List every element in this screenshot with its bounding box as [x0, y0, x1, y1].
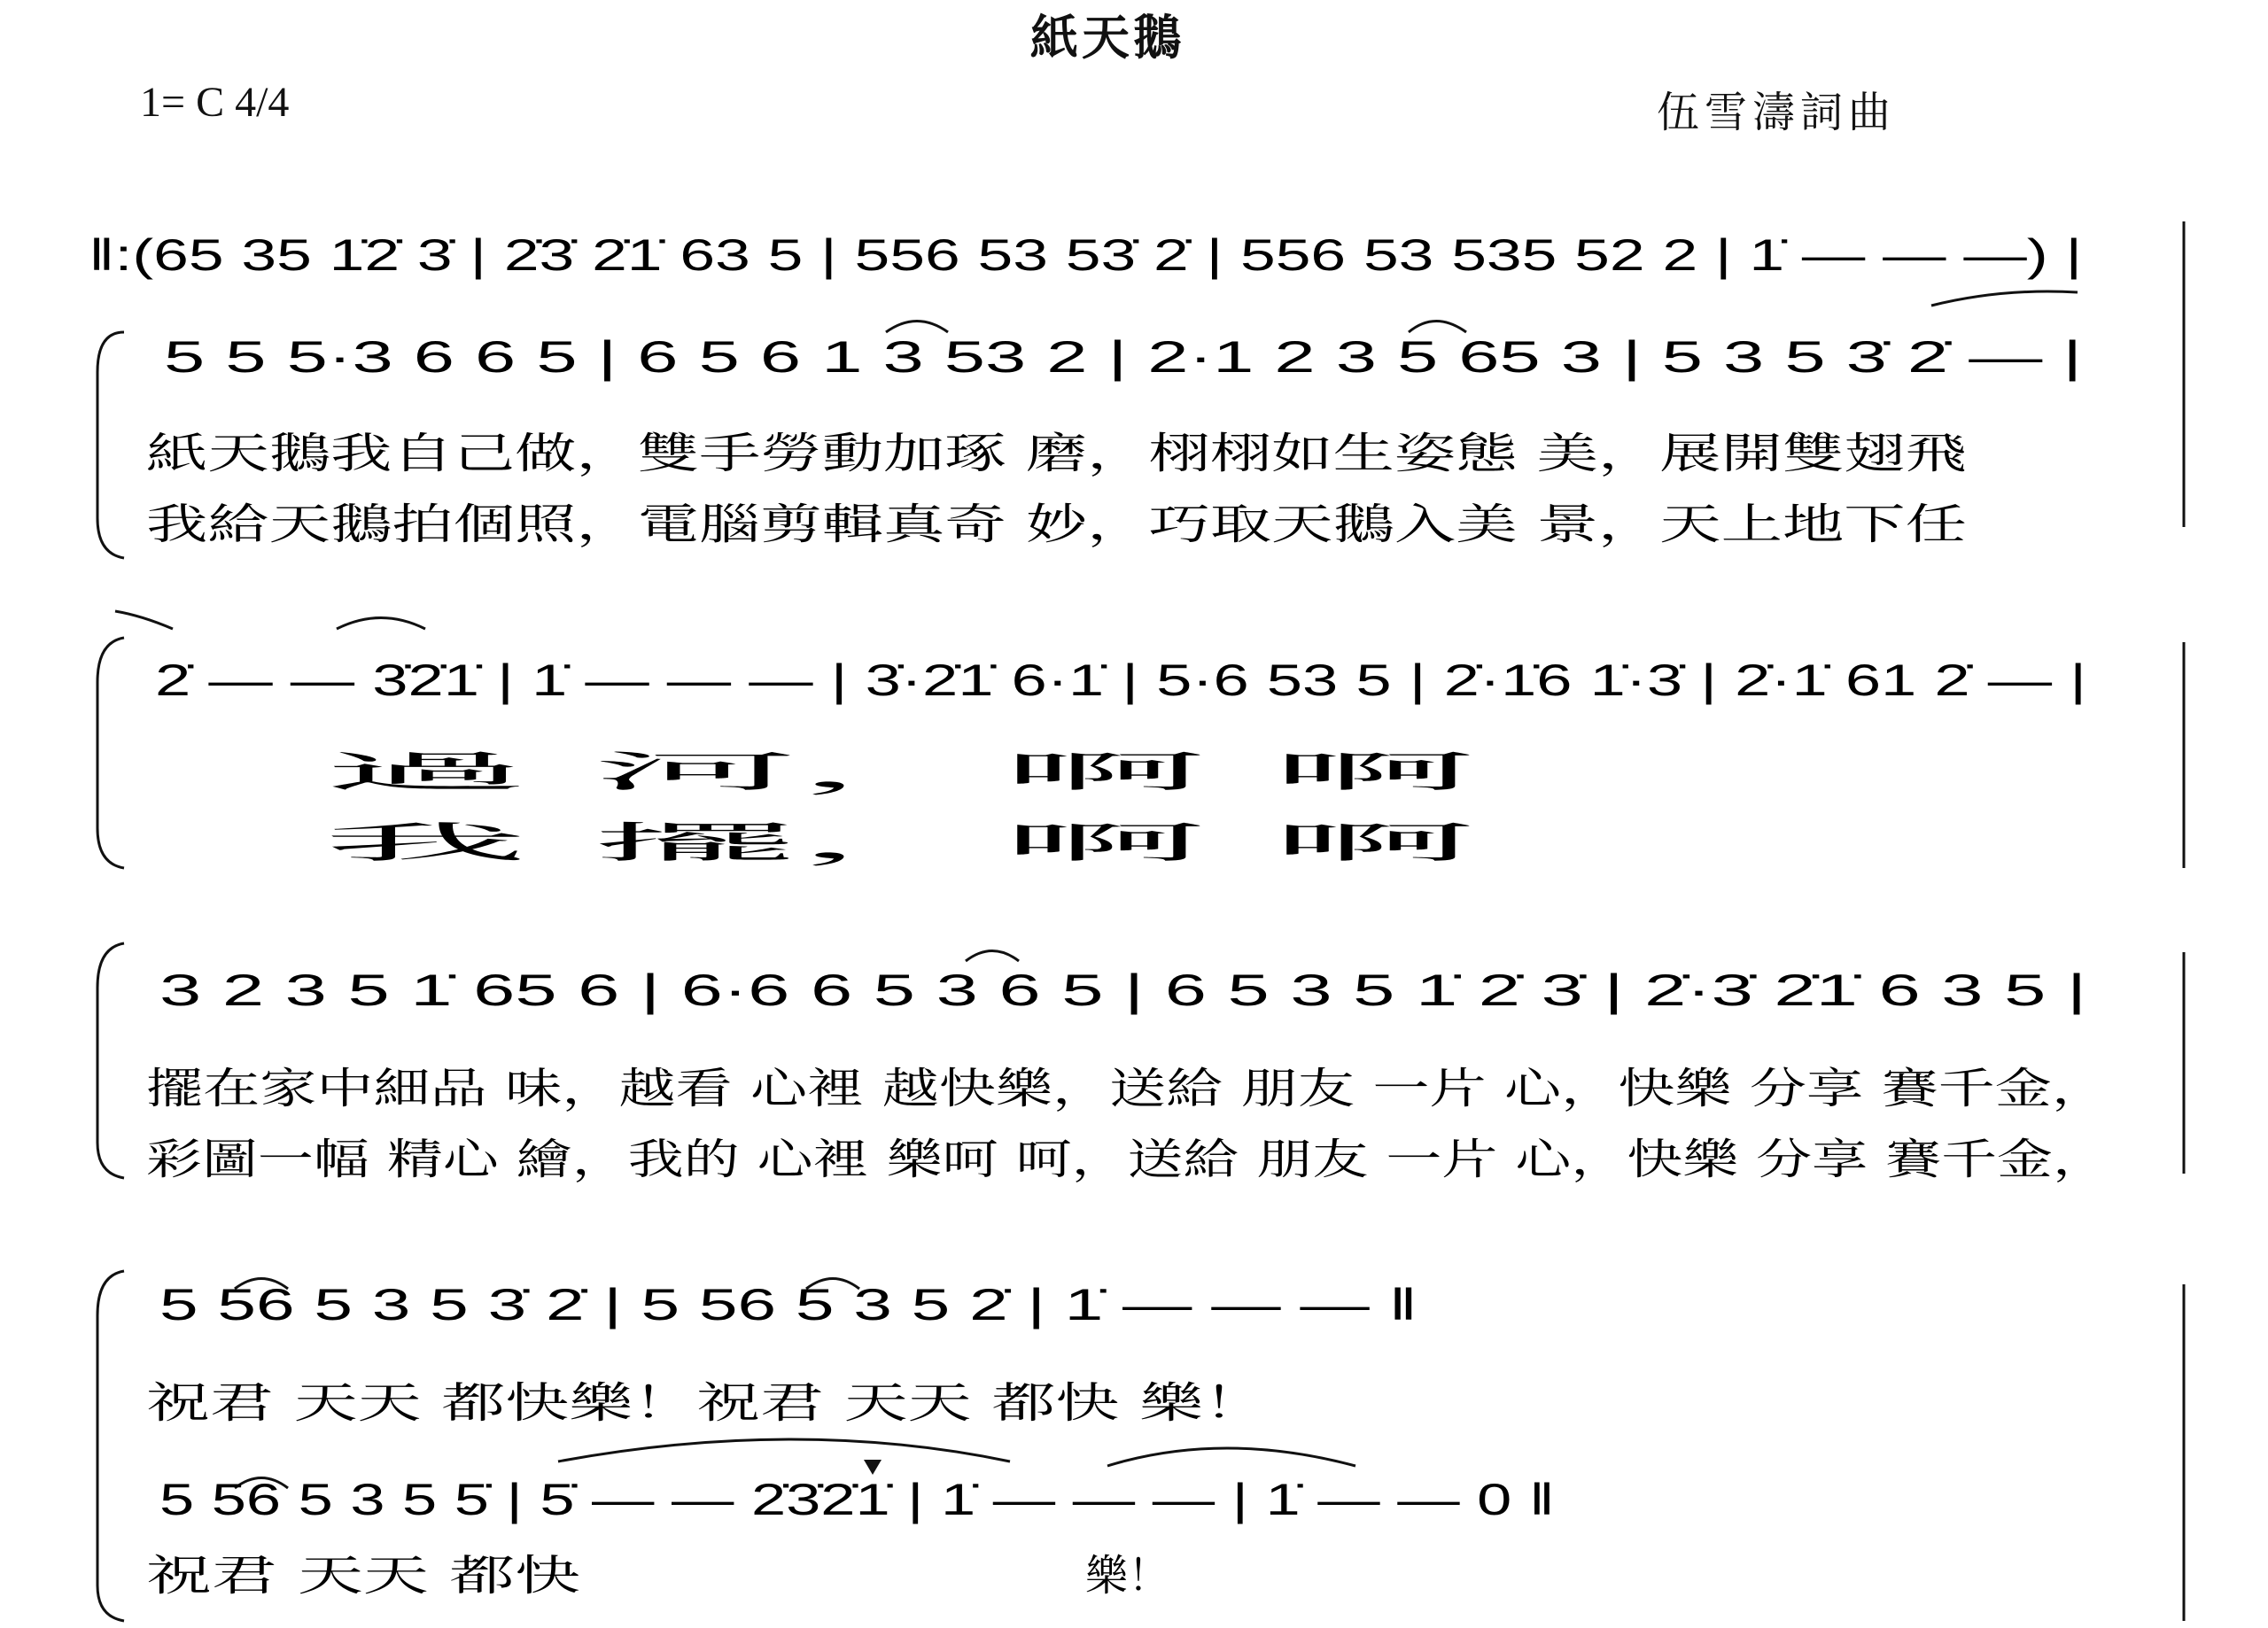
- system-4-lyric-verse2: 彩圖一幅 精心 繪，我的 心裡 樂呵 呵，送給 朋友 一片 心，快樂 分享 賽千金，: [146, 1135, 2109, 1184]
- system-3-notation: 2̇ — — 3̇2̇1̇ | 1̇ — — — | 3̇·2̇1̇ 6·1̇ | 5·6 53 5 | 2̇·1̇6 1̇·3̇ | 2̇·1̇ 61 2̇ — |: [155, 655, 2086, 705]
- system-2-lyric-verse2: 我給天鵝拍個照，電腦剪輯真奇 妙，巧取天鵝入美 景，天上地下任: [146, 500, 1967, 549]
- composer-credit: 伍雪濤詞曲: [1657, 88, 1897, 137]
- system-5-coda-notation: 5 56 5 3 5 5̇ | 5̇ — — 2̇3̇2̇1̇ | 1̇ — — — | 1̇ — — 0 ‖: [159, 1475, 1555, 1524]
- system-5-notation: 5 56 5 3 5 3̇ 2̇ | 5 56 5 3 5 2̇ | 1̇ — — — ‖: [159, 1280, 1418, 1330]
- system-5-lyric: 祝君 天天 都快樂！祝君 天天 都快 樂！: [146, 1378, 1267, 1428]
- system-2-notation: 5 5 5·3 6 6 5 | 6 5 6 1 3 53 2 | 2·1 2 3 5 65 3 | 5 3 5 3̇ 2̇ — |: [164, 332, 2082, 382]
- system-3-lyric-verse1: 過 河，啊 啊: [323, 748, 1475, 797]
- system-4-lyric-verse1: 擺在家中細品 味，越看 心裡 越快樂，送給 朋友 一片 心，快樂 分享 賽千金，: [146, 1064, 2109, 1113]
- system-5-coda-lyric-a: 祝君 天天 都快: [146, 1551, 580, 1601]
- system-4-notation: 3 2 3 5 1̇ 65 6 | 6·6 6 5 3 6 5 | 6 5 3 5 1̇ 2̇ 3̇ | 2̇·3̇ 2̇1̇ 6 3 5 |: [159, 965, 2086, 1015]
- key-signature: 1= C 4/4: [140, 79, 290, 126]
- song-title: 紙天鵝: [1030, 10, 1184, 66]
- system-5-coda-lyric-b: 樂！: [1085, 1551, 1171, 1601]
- system-2-lyric-verse1: 紙天鵝我自己做，雙手勞動加琢 磨，栩栩如生姿態 美，展開雙翅飛: [146, 429, 1967, 478]
- system-1-notation: ‖:(65 35 1̇2̇ 3̇ | 2̇3̇ 2̇1̇ 63 5 | 556 53 53̇ 2̇ | 556 53 535 52 2 | 1̇ — — —) |: [89, 230, 2082, 280]
- system-3-lyric-verse2: 我 擺，啊 啊: [323, 818, 1475, 868]
